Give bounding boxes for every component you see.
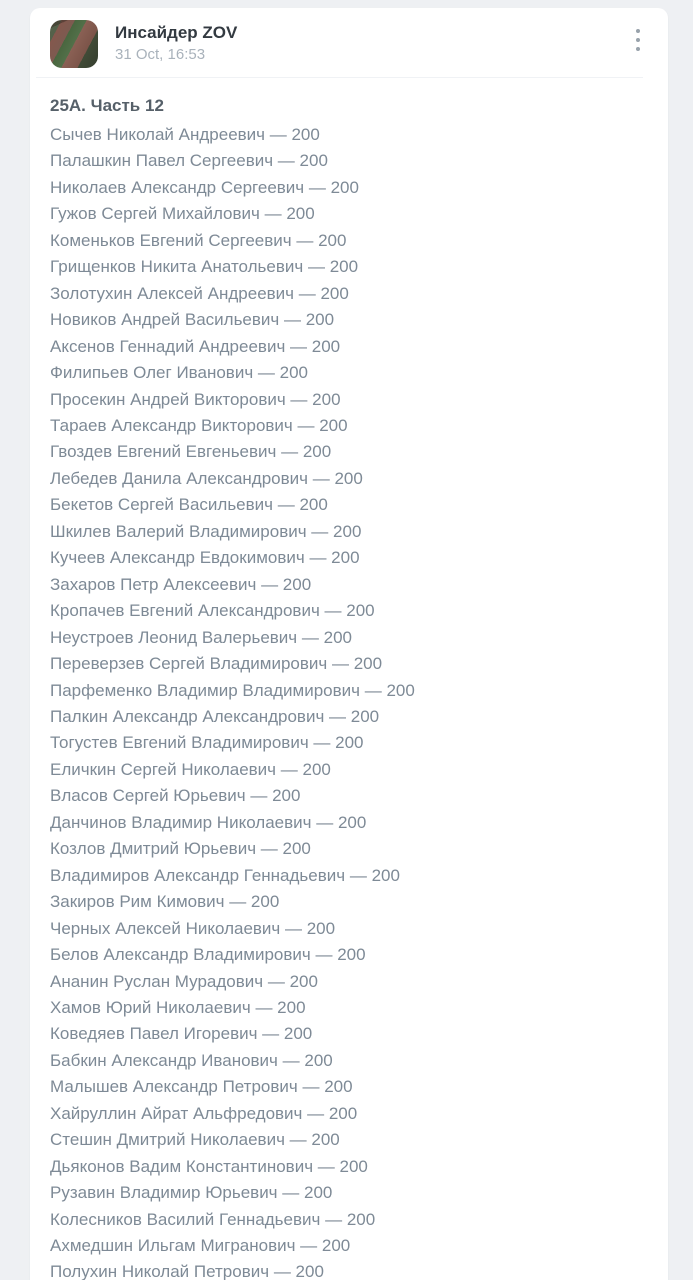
list-item: Рузавин Владимир Юрьевич — 200 — [50, 1183, 333, 1203]
list-item: Шкилев Валерий Владимирович — 200 — [50, 521, 362, 541]
list-item: Тараев Александр Викторович — 200 — [50, 415, 348, 435]
list-item: Лебедев Данила Александрович — 200 — [50, 468, 363, 488]
post-card — [30, 8, 668, 1280]
list-item: Неустроев Леонид Валерьевич — 200 — [50, 627, 352, 647]
list-item: Новиков Андрей Васильевич — 200 — [50, 310, 335, 330]
post-title: 25А. Часть 12 — [50, 96, 164, 115]
list-item: Козлов Дмитрий Юрьевич — 200 — [50, 839, 311, 859]
channel-avatar[interactable] — [50, 20, 98, 68]
casualty-list — [30, 117, 668, 1280]
list-item: Ананин Руслан Мурадович — 200 — [50, 971, 318, 991]
list-item: Колесников Василий Геннадьевич — 200 — [50, 1209, 376, 1229]
list-item: Филипьев Олег Иванович — 200 — [50, 363, 308, 383]
list-item: Дьяконов Вадим Константинович — 200 — [50, 1156, 368, 1176]
list-item: Золотухин Алексей Андреевич — 200 — [50, 283, 349, 303]
channel-name[interactable]: Инсайдер ZOV — [115, 23, 238, 42]
list-item: Кропачев Евгений Александрович — 200 — [50, 601, 375, 621]
list-item: Власов Сергей Юрьевич — 200 — [50, 786, 301, 806]
kebab-menu-icon[interactable] — [626, 24, 650, 56]
channel-info — [115, 20, 626, 64]
list-item: Сычев Николай Андреевич — 200 — [50, 125, 320, 144]
menu-dot — [636, 38, 640, 42]
list-item: Белов Александр Владимирович — 200 — [50, 945, 366, 965]
list-item: Просекин Андрей Викторович — 200 — [50, 389, 341, 409]
list-item: Стешин Дмитрий Николаевич — 200 — [50, 1130, 340, 1150]
list-item: Владимиров Александр Геннадьевич — 200 — [50, 865, 400, 885]
list-item: Парфеменко Владимир Владимирович — 200 — [50, 680, 415, 700]
menu-dot — [636, 29, 640, 33]
list-item: Хайруллин Айрат Альфредович — 200 — [50, 1103, 358, 1123]
list-item: Бекетов Сергей Васильевич — 200 — [50, 495, 328, 515]
list-item: Ахмедшин Ильгам Мигранович — 200 — [50, 1236, 351, 1256]
list-item: Еличкин Сергей Николаевич — 200 — [50, 759, 331, 779]
list-item: Переверзев Сергей Владимирович — 200 — [50, 654, 383, 674]
post-header — [30, 8, 668, 76]
menu-dot — [636, 47, 640, 51]
list-item: Коменьков Евгений Сергеевич — 200 — [50, 230, 347, 250]
list-item: Грищенков Никита Анатольевич — 200 — [50, 257, 359, 277]
list-item: Полухин Николай Петрович — 200 — [50, 1262, 324, 1280]
list-item: Аксенов Геннадий Андреевич — 200 — [50, 336, 341, 356]
list-item: Николаев Александр Сергеевич — 200 — [50, 177, 359, 197]
list-item: Закиров Рим Кимович — 200 — [50, 892, 280, 912]
list-item: Бабкин Александр Иванович — 200 — [50, 1050, 333, 1070]
list-item: Хамов Юрий Николаевич — 200 — [50, 997, 306, 1017]
post-timestamp: 31 Oct, 16:53 — [115, 46, 206, 63]
list-item: Коведяев Павел Игоревич — 200 — [50, 1024, 313, 1044]
list-item: Данчинов Владимир Николаевич — 200 — [50, 812, 367, 832]
list-item: Палашкин Павел Сергеевич — 200 — [50, 151, 328, 171]
list-item: Черных Алексей Николаевич — 200 — [50, 918, 336, 938]
list-item: Палкин Александр Александрович — 200 — [50, 706, 380, 726]
list-item: Гвоздев Евгений Евгеньевич — 200 — [50, 442, 332, 462]
list-item: Тогустев Евгений Владимирович — 200 — [50, 733, 364, 753]
list-item: Захаров Петр Алексеевич — 200 — [50, 574, 312, 594]
list-item: Кучеев Александр Евдокимович — 200 — [50, 548, 360, 568]
list-item: Гужов Сергей Михайлович — 200 — [50, 204, 315, 224]
list-item: Малышев Александр Петрович — 200 — [50, 1077, 353, 1097]
